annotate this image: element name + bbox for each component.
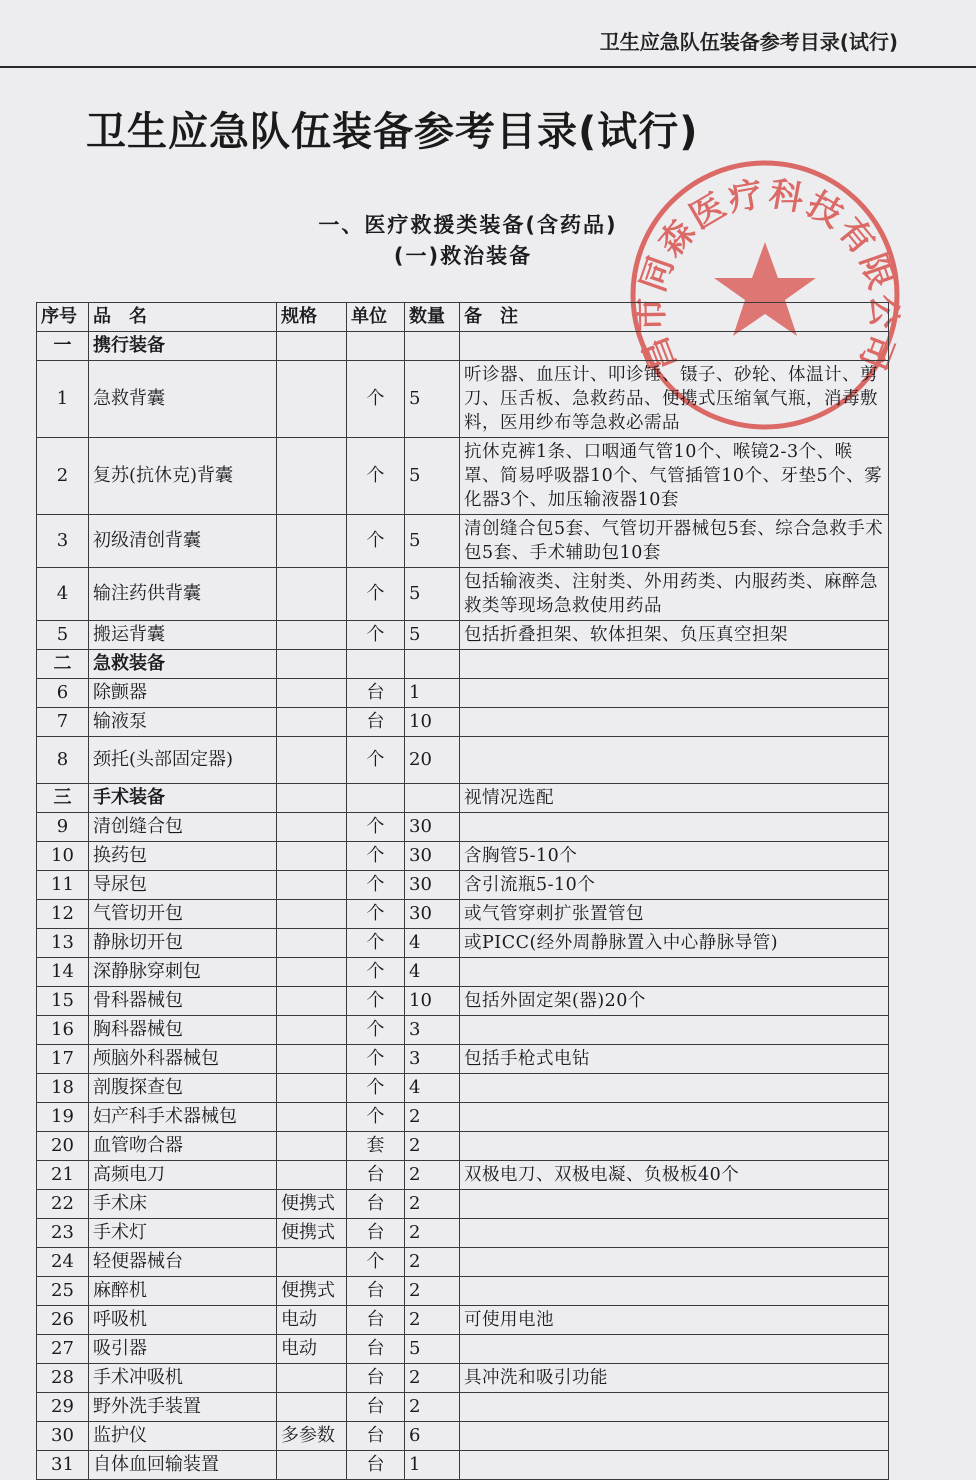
cell-unit: 个 xyxy=(347,1248,405,1277)
cell-note xyxy=(460,1190,889,1219)
col-header-unit: 单位 xyxy=(347,303,405,332)
table-row xyxy=(37,929,889,958)
cell-no: 5 xyxy=(37,621,89,650)
table-row xyxy=(37,1451,889,1480)
cell-no: 一 xyxy=(37,332,89,361)
cell-no: 23 xyxy=(37,1219,89,1248)
cell-unit: 个 xyxy=(347,929,405,958)
cell-name: 清创缝合包 xyxy=(89,813,277,842)
cell-name: 导尿包 xyxy=(89,871,277,900)
cell-unit: 个 xyxy=(347,568,405,621)
col-header-name: 品 名 xyxy=(89,303,277,332)
cell-no: 10 xyxy=(37,842,89,871)
cell-no: 27 xyxy=(37,1335,89,1364)
cell-spec xyxy=(277,1016,347,1045)
table-row xyxy=(37,1422,889,1451)
col-header-qty: 数量 xyxy=(405,303,460,332)
cell-spec xyxy=(277,1161,347,1190)
cell-spec xyxy=(277,361,347,438)
cell-name: 剖腹探查包 xyxy=(89,1074,277,1103)
table-header-row xyxy=(37,303,889,332)
cell-no: 31 xyxy=(37,1451,89,1480)
cell-name: 急救背囊 xyxy=(89,361,277,438)
cell-no: 三 xyxy=(37,784,89,813)
cell-unit: 个 xyxy=(347,361,405,438)
table-row xyxy=(37,568,889,621)
cell-no: 18 xyxy=(37,1074,89,1103)
col-header-spec: 规格 xyxy=(277,303,347,332)
section-title: 一、医疗救援类装备(含药品) xyxy=(318,213,618,237)
cell-no: 2 xyxy=(37,438,89,515)
table-row xyxy=(37,1161,889,1190)
cell-spec xyxy=(277,650,347,679)
table-row xyxy=(37,987,889,1016)
table-row xyxy=(37,679,889,708)
cell-qty: 30 xyxy=(405,842,460,871)
cell-no: 15 xyxy=(37,987,89,1016)
cell-name: 急救装备 xyxy=(89,650,277,679)
cell-unit: 个 xyxy=(347,1103,405,1132)
cell-note: 双极电刀、双极电凝、负极板40个 xyxy=(460,1161,889,1190)
table-row xyxy=(37,1016,889,1045)
cell-spec: 便携式 xyxy=(277,1190,347,1219)
cell-unit: 个 xyxy=(347,900,405,929)
cell-name: 妇产科手术器械包 xyxy=(89,1103,277,1132)
table-row xyxy=(37,1393,889,1422)
cell-name: 换药包 xyxy=(89,842,277,871)
cell-name: 野外洗手装置 xyxy=(89,1393,277,1422)
cell-qty: 2 xyxy=(405,1248,460,1277)
cell-no: 二 xyxy=(37,650,89,679)
cell-qty: 10 xyxy=(405,708,460,737)
running-header-title: 卫生应急队伍装备参考目录(试行) xyxy=(599,30,898,54)
cell-name: 轻便器械台 xyxy=(89,1248,277,1277)
cell-note: 可使用电池 xyxy=(460,1306,889,1335)
cell-spec: 便携式 xyxy=(277,1219,347,1248)
col-header-note: 备 注 xyxy=(460,303,889,332)
section-subtitle: (一)救治装备 xyxy=(393,244,533,268)
cell-no: 25 xyxy=(37,1277,89,1306)
table-row xyxy=(37,842,889,871)
cell-unit xyxy=(347,332,405,361)
cell-no: 28 xyxy=(37,1364,89,1393)
table-row xyxy=(37,1364,889,1393)
cell-unit: 台 xyxy=(347,1364,405,1393)
cell-spec xyxy=(277,900,347,929)
seal-text: 昌市同森医疗科技有限公司 xyxy=(631,173,904,378)
cell-spec xyxy=(277,568,347,621)
cell-no: 1 xyxy=(37,361,89,438)
cell-note xyxy=(460,813,889,842)
cell-note: 抗休克裤1条、口咽通气管10个、喉镜2-3个、喉罩、简易呼吸器10个、气管插管10个、牙垫5个、雾化器3个、加压输液器10套 xyxy=(460,438,889,515)
cell-no: 14 xyxy=(37,958,89,987)
cell-note xyxy=(460,1016,889,1045)
cell-note xyxy=(460,958,889,987)
cell-spec xyxy=(277,737,347,784)
cell-name: 手术灯 xyxy=(89,1219,277,1248)
cell-spec xyxy=(277,1364,347,1393)
cell-note: 包括输液类、注射类、外用药类、内服药类、麻醉急救类等现场急救使用药品 xyxy=(460,568,889,621)
cell-spec xyxy=(277,842,347,871)
cell-unit: 个 xyxy=(347,1016,405,1045)
cell-unit: 个 xyxy=(347,871,405,900)
table-row xyxy=(37,621,889,650)
cell-spec xyxy=(277,621,347,650)
cell-qty: 10 xyxy=(405,987,460,1016)
cell-spec xyxy=(277,958,347,987)
cell-no: 3 xyxy=(37,515,89,568)
cell-qty: 2 xyxy=(405,1393,460,1422)
cell-unit: 个 xyxy=(347,515,405,568)
cell-unit: 个 xyxy=(347,813,405,842)
cell-note xyxy=(460,1451,889,1480)
cell-spec xyxy=(277,1132,347,1161)
cell-qty: 30 xyxy=(405,900,460,929)
cell-no: 22 xyxy=(37,1190,89,1219)
cell-no: 26 xyxy=(37,1306,89,1335)
cell-note xyxy=(460,1422,889,1451)
cell-name: 携行装备 xyxy=(89,332,277,361)
table-row xyxy=(37,813,889,842)
cell-unit: 台 xyxy=(347,1190,405,1219)
cell-unit: 台 xyxy=(347,1277,405,1306)
cell-spec xyxy=(277,871,347,900)
cell-spec: 电动 xyxy=(277,1306,347,1335)
cell-no: 29 xyxy=(37,1393,89,1422)
cell-note xyxy=(460,708,889,737)
cell-name: 搬运背囊 xyxy=(89,621,277,650)
cell-note: 或气管穿刺扩张置管包 xyxy=(460,900,889,929)
table-category-row xyxy=(37,784,889,813)
col-header-no: 序号 xyxy=(37,303,89,332)
cell-name: 气管切开包 xyxy=(89,900,277,929)
cell-spec xyxy=(277,929,347,958)
cell-note: 听诊器、血压计、叩诊锤、镊子、砂轮、体温计、剪刀、压舌板、急救药品、便携式压缩氧气瓶，消毒敷料，医用纱布等急救必需品 xyxy=(460,361,889,438)
cell-note xyxy=(460,1393,889,1422)
cell-note xyxy=(460,1277,889,1306)
cell-qty: 1 xyxy=(405,679,460,708)
cell-spec xyxy=(277,515,347,568)
cell-qty: 5 xyxy=(405,361,460,438)
cell-no: 24 xyxy=(37,1248,89,1277)
cell-name: 深静脉穿刺包 xyxy=(89,958,277,987)
cell-note xyxy=(460,1103,889,1132)
cell-spec xyxy=(277,438,347,515)
cell-unit: 个 xyxy=(347,737,405,784)
table-row xyxy=(37,1103,889,1132)
cell-unit: 个 xyxy=(347,842,405,871)
cell-spec xyxy=(277,784,347,813)
cell-no: 19 xyxy=(37,1103,89,1132)
cell-name: 输液泵 xyxy=(89,708,277,737)
running-header xyxy=(0,0,976,68)
cell-qty: 2 xyxy=(405,1306,460,1335)
cell-name: 静脉切开包 xyxy=(89,929,277,958)
table-row xyxy=(37,708,889,737)
cell-spec xyxy=(277,813,347,842)
cell-no: 30 xyxy=(37,1422,89,1451)
cell-name: 手术装备 xyxy=(89,784,277,813)
cell-qty: 5 xyxy=(405,1335,460,1364)
cell-unit xyxy=(347,650,405,679)
cell-name: 初级清创背囊 xyxy=(89,515,277,568)
cell-note xyxy=(460,1132,889,1161)
table-row xyxy=(37,438,889,515)
cell-no: 21 xyxy=(37,1161,89,1190)
cell-qty: 2 xyxy=(405,1364,460,1393)
cell-name: 监护仪 xyxy=(89,1422,277,1451)
cell-qty: 6 xyxy=(405,1422,460,1451)
cell-note xyxy=(460,332,889,361)
cell-unit: 个 xyxy=(347,438,405,515)
cell-unit: 台 xyxy=(347,1393,405,1422)
cell-qty: 30 xyxy=(405,813,460,842)
cell-qty: 5 xyxy=(405,621,460,650)
cell-name: 除颤器 xyxy=(89,679,277,708)
cell-name: 呼吸机 xyxy=(89,1306,277,1335)
table-category-row xyxy=(37,332,889,361)
cell-unit: 个 xyxy=(347,987,405,1016)
cell-unit: 台 xyxy=(347,1451,405,1480)
cell-unit: 台 xyxy=(347,1422,405,1451)
cell-unit: 台 xyxy=(347,708,405,737)
cell-spec xyxy=(277,1045,347,1074)
cell-name: 颅脑外科器械包 xyxy=(89,1045,277,1074)
cell-qty: 2 xyxy=(405,1132,460,1161)
cell-note: 含胸管5-10个 xyxy=(460,842,889,871)
cell-no: 6 xyxy=(37,679,89,708)
cell-qty: 5 xyxy=(405,515,460,568)
cell-qty: 2 xyxy=(405,1190,460,1219)
cell-qty: 3 xyxy=(405,1045,460,1074)
cell-name: 骨科器械包 xyxy=(89,987,277,1016)
cell-no: 17 xyxy=(37,1045,89,1074)
cell-unit: 个 xyxy=(347,1074,405,1103)
cell-qty: 4 xyxy=(405,929,460,958)
cell-spec: 电动 xyxy=(277,1335,347,1364)
table-row xyxy=(37,361,889,438)
cell-spec: 多参数 xyxy=(277,1422,347,1451)
cell-note: 包括外固定架(器)20个 xyxy=(460,987,889,1016)
cell-qty: 2 xyxy=(405,1161,460,1190)
cell-unit xyxy=(347,784,405,813)
table-row xyxy=(37,1219,889,1248)
cell-no: 11 xyxy=(37,871,89,900)
table-row xyxy=(37,958,889,987)
table-row xyxy=(37,1335,889,1364)
cell-unit: 套 xyxy=(347,1132,405,1161)
cell-no: 12 xyxy=(37,900,89,929)
cell-name: 麻醉机 xyxy=(89,1277,277,1306)
cell-name: 吸引器 xyxy=(89,1335,277,1364)
cell-spec xyxy=(277,987,347,1016)
cell-qty: 5 xyxy=(405,568,460,621)
table-category-row xyxy=(37,650,889,679)
cell-name: 自体血回输装置 xyxy=(89,1451,277,1480)
cell-note xyxy=(460,1074,889,1103)
cell-qty: 1 xyxy=(405,1451,460,1480)
table-row xyxy=(37,515,889,568)
equipment-table xyxy=(36,302,889,1480)
cell-note: 清创缝合包5套、气管切开器械包5套、综合急救手术包5套、手术辅助包10套 xyxy=(460,515,889,568)
cell-note: 包括手枪式电钻 xyxy=(460,1045,889,1074)
cell-note xyxy=(460,1219,889,1248)
cell-note xyxy=(460,679,889,708)
cell-no: 7 xyxy=(37,708,89,737)
table-row xyxy=(37,1190,889,1219)
cell-qty: 30 xyxy=(405,871,460,900)
cell-name: 手术冲吸机 xyxy=(89,1364,277,1393)
table-row xyxy=(37,871,889,900)
table-row xyxy=(37,1306,889,1335)
cell-no: 9 xyxy=(37,813,89,842)
cell-qty xyxy=(405,784,460,813)
cell-no: 8 xyxy=(37,737,89,784)
cell-note: 具冲洗和吸引功能 xyxy=(460,1364,889,1393)
cell-qty: 2 xyxy=(405,1103,460,1132)
document-title: 卫生应急队伍装备参考目录(试行) xyxy=(86,109,699,155)
cell-qty: 20 xyxy=(405,737,460,784)
cell-note: 或PICC(经外周静脉置入中心静脉导管) xyxy=(460,929,889,958)
cell-unit: 台 xyxy=(347,1161,405,1190)
cell-note: 含引流瓶5-10个 xyxy=(460,871,889,900)
table-body xyxy=(37,332,889,1480)
cell-unit: 台 xyxy=(347,679,405,708)
cell-unit: 台 xyxy=(347,1219,405,1248)
cell-note xyxy=(460,737,889,784)
table-row xyxy=(37,900,889,929)
table-row xyxy=(37,1074,889,1103)
cell-spec xyxy=(277,332,347,361)
cell-qty: 5 xyxy=(405,438,460,515)
cell-qty: 4 xyxy=(405,1074,460,1103)
cell-qty: 3 xyxy=(405,1016,460,1045)
table-row xyxy=(37,1045,889,1074)
cell-name: 复苏(抗休克)背囊 xyxy=(89,438,277,515)
cell-spec xyxy=(277,1393,347,1422)
cell-unit: 个 xyxy=(347,958,405,987)
table-row xyxy=(37,737,889,784)
cell-name: 高频电刀 xyxy=(89,1161,277,1190)
cell-name: 胸科器械包 xyxy=(89,1016,277,1045)
cell-note: 包括折叠担架、软体担架、负压真空担架 xyxy=(460,621,889,650)
cell-qty xyxy=(405,650,460,679)
cell-qty: 2 xyxy=(405,1219,460,1248)
cell-note: 视情况选配 xyxy=(460,784,889,813)
table-row xyxy=(37,1248,889,1277)
cell-unit: 台 xyxy=(347,1335,405,1364)
cell-unit: 个 xyxy=(347,1045,405,1074)
cell-name: 输注药供背囊 xyxy=(89,568,277,621)
cell-no: 20 xyxy=(37,1132,89,1161)
cell-no: 16 xyxy=(37,1016,89,1045)
cell-spec xyxy=(277,1451,347,1480)
cell-qty: 4 xyxy=(405,958,460,987)
cell-spec xyxy=(277,1103,347,1132)
cell-unit: 个 xyxy=(347,621,405,650)
cell-spec xyxy=(277,708,347,737)
cell-spec xyxy=(277,679,347,708)
cell-spec xyxy=(277,1074,347,1103)
cell-spec xyxy=(277,1248,347,1277)
cell-no: 4 xyxy=(37,568,89,621)
cell-no: 13 xyxy=(37,929,89,958)
cell-name: 血管吻合器 xyxy=(89,1132,277,1161)
cell-note xyxy=(460,1248,889,1277)
cell-unit: 台 xyxy=(347,1306,405,1335)
cell-name: 手术床 xyxy=(89,1190,277,1219)
cell-note xyxy=(460,1335,889,1364)
cell-spec: 便携式 xyxy=(277,1277,347,1306)
cell-name: 颈托(头部固定器) xyxy=(89,737,277,784)
cell-qty: 2 xyxy=(405,1277,460,1306)
cell-note xyxy=(460,650,889,679)
cell-qty xyxy=(405,332,460,361)
table-row xyxy=(37,1277,889,1306)
table-row xyxy=(37,1132,889,1161)
